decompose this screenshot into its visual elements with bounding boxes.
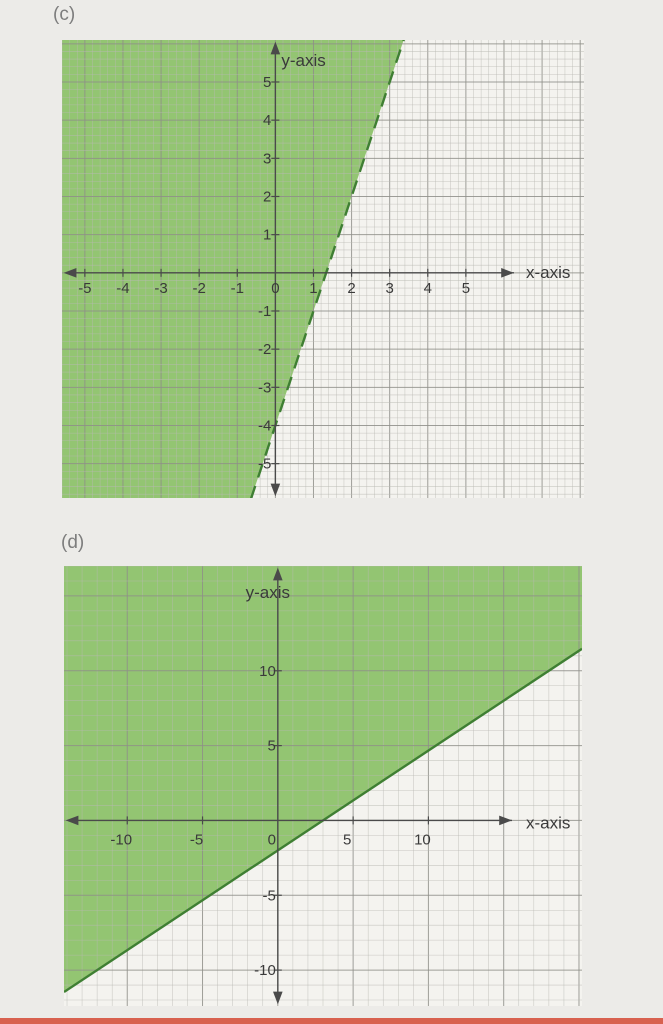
page-bottom-rule xyxy=(0,1018,663,1024)
graph-panel-c xyxy=(62,40,584,498)
y-tick-label: -5 xyxy=(262,887,276,905)
y-tick-label: -2 xyxy=(258,341,272,359)
panel-label-d: (d) xyxy=(61,532,85,553)
x-tick-label: 4 xyxy=(423,279,432,297)
y-tick-label: 2 xyxy=(263,188,272,206)
x-tick-label: -4 xyxy=(116,279,130,297)
x-tick-label: 0 xyxy=(267,831,276,849)
x-tick-label: -1 xyxy=(230,279,244,297)
y-tick-label: -1 xyxy=(258,302,272,320)
x-tick-label: 3 xyxy=(385,279,394,297)
y-tick-label: -3 xyxy=(258,379,272,397)
y-tick-label: 3 xyxy=(263,150,272,168)
y-tick-label: -4 xyxy=(258,417,272,435)
x-axis-title: x-axis xyxy=(526,262,571,282)
y-tick-label: -5 xyxy=(258,455,272,473)
x-tick-label: -5 xyxy=(189,831,204,849)
y-tick-label: 5 xyxy=(263,73,272,91)
y-tick-label: 4 xyxy=(263,112,272,130)
x-tick-label: 1 xyxy=(309,279,318,297)
x-tick-label: 10 xyxy=(414,831,431,849)
x-tick-label: 5 xyxy=(342,831,352,849)
graph-panel-d xyxy=(64,566,582,1006)
x-tick-label: -10 xyxy=(110,831,133,849)
y-tick-label: 1 xyxy=(263,226,272,244)
x-tick-label: 2 xyxy=(347,279,356,297)
y-tick-label: 10 xyxy=(259,662,276,680)
panel-label-c: (c) xyxy=(53,4,76,25)
y-axis-title: y-axis xyxy=(245,583,291,602)
x-tick-label: 5 xyxy=(461,279,471,297)
x-tick-label: -5 xyxy=(78,279,92,297)
x-tick-label: 0 xyxy=(271,279,280,297)
x-axis-title: x-axis xyxy=(526,813,571,833)
y-tick-label: 5 xyxy=(267,737,276,755)
y-tick-label: -10 xyxy=(254,962,276,980)
x-tick-label: -3 xyxy=(154,279,168,297)
y-axis-title: y-axis xyxy=(281,51,326,70)
x-tick-label: -2 xyxy=(192,279,206,297)
